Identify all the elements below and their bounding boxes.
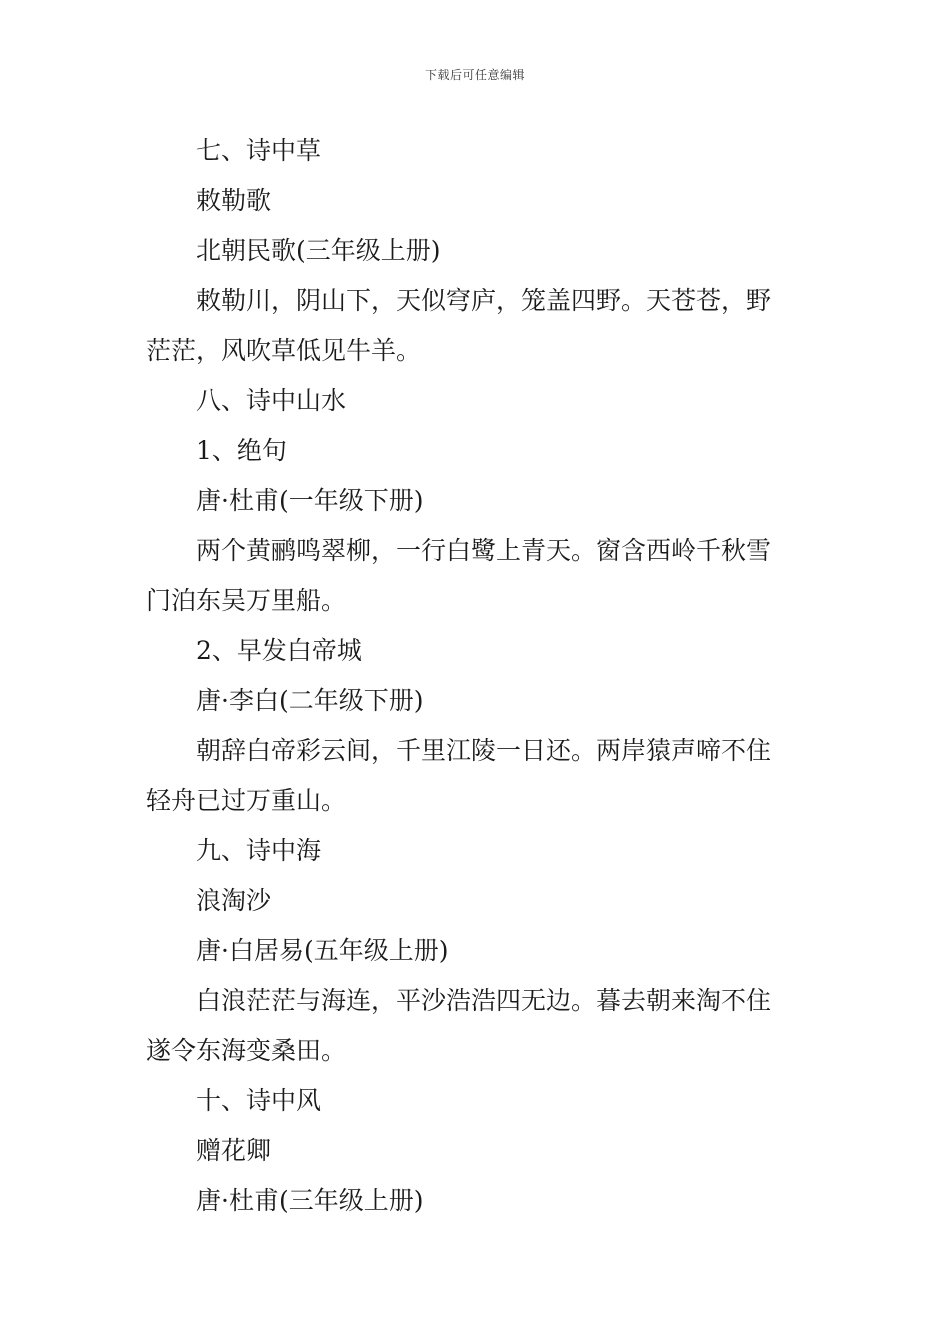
poem-text-line: 敕勒川，阴山下，天似穹庐，笼盖四野。天苍苍，野 <box>196 286 772 315</box>
document-body <box>146 126 806 1226</box>
poem-text-line: 两个黄鹂鸣翠柳，一行白鹭上青天。窗含西岭千秋雪 <box>196 536 772 565</box>
poem-text-line: 遂令东海变桑田。 <box>146 1036 347 1065</box>
poem-text-line: 门泊东吴万里船。 <box>146 586 347 615</box>
page-header: 下载后可任意编辑 <box>424 68 525 82</box>
poem-title: 赠花卿 <box>196 1136 272 1165</box>
poem-author: 唐·李白(二年级下册) <box>196 686 424 715</box>
section-heading: 七、诗中草 <box>196 136 322 165</box>
section-heading: 十、诗中风 <box>196 1086 322 1115</box>
poem-author: 唐·白居易(五年级上册) <box>196 936 449 965</box>
section-heading: 八、诗中山水 <box>196 386 347 415</box>
poem-author: 北朝民歌(三年级上册) <box>196 236 441 265</box>
poem-title: 1、绝句 <box>196 436 287 465</box>
poem-title: 浪淘沙 <box>196 886 272 915</box>
section-heading: 九、诗中海 <box>196 836 322 865</box>
poem-text-line: 茫茫，风吹草低见牛羊。 <box>146 336 422 365</box>
poem-author: 唐·杜甫(三年级上册) <box>196 1186 424 1215</box>
poem-text-line: 朝辞白帝彩云间，千里江陵一日还。两岸猿声啼不住 <box>196 736 772 765</box>
poem-author: 唐·杜甫(一年级下册) <box>196 486 424 515</box>
poem-title: 敕勒歌 <box>196 186 272 215</box>
poem-text-line: 轻舟已过万重山。 <box>146 786 347 815</box>
poem-text-line: 白浪茫茫与海连，平沙浩浩四无边。暮去朝来淘不住 <box>196 986 772 1015</box>
poem-title: 2、早发白帝城 <box>196 636 362 665</box>
